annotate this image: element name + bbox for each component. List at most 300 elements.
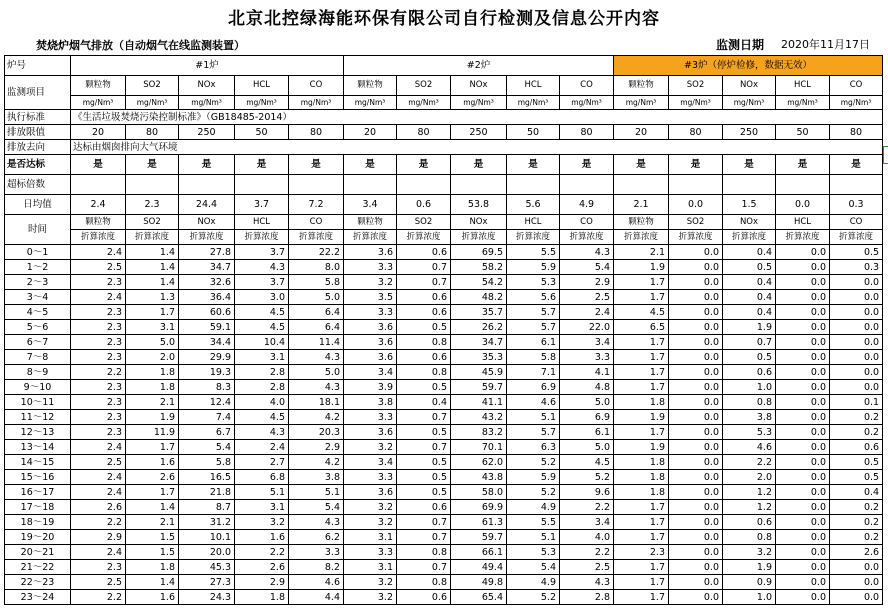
exceed-label: 超标倍数 <box>5 175 71 195</box>
exceed-row <box>5 175 883 195</box>
hour-value-cell: 0.7 <box>397 530 451 545</box>
hour-row <box>5 515 883 530</box>
hour-value-cell: 3.3 <box>344 470 397 485</box>
hour-value-cell: 0.0 <box>669 320 723 335</box>
hour-value-cell: 2.3 <box>71 320 126 335</box>
hour-value-cell: 0.0 <box>776 455 830 470</box>
hour-label: 14～15 <box>5 455 71 470</box>
hour-value-cell: 3.2 <box>235 515 289 530</box>
daily-avg-cell: 2.3 <box>126 195 179 215</box>
hour-value-cell: 0.0 <box>776 425 830 440</box>
hour-value-cell: 2.2 <box>71 515 126 530</box>
hour-value-cell: 5.8 <box>507 350 560 365</box>
unit-cell: mg/Nm³ <box>179 96 235 110</box>
hour-row <box>5 425 883 440</box>
unit-cell: mg/Nm³ <box>507 96 560 110</box>
conv-label-cell: 折算浓度 <box>723 230 776 245</box>
hour-value-cell: 2.2 <box>723 455 776 470</box>
conv-label-cell: 折算浓度 <box>776 230 830 245</box>
limit-cell: 50 <box>235 125 289 140</box>
hour-value-cell: 59.7 <box>451 380 507 395</box>
hour-value-cell: 1.7 <box>126 440 179 455</box>
hour-value-cell: 20.0 <box>179 545 235 560</box>
hour-value-cell: 2.4 <box>71 245 126 260</box>
item-header: HCL <box>507 76 560 96</box>
hour-label: 12～13 <box>5 425 71 440</box>
hour-value-cell: 2.3 <box>71 560 126 575</box>
unit-cell: mg/Nm³ <box>71 96 126 110</box>
hour-value-cell: 65.4 <box>451 590 507 605</box>
hour-value-cell: 2.3 <box>71 350 126 365</box>
hour-label: 19～20 <box>5 530 71 545</box>
hour-value-cell: 3.2 <box>344 575 397 590</box>
hour-value-cell: 5.4 <box>289 500 344 515</box>
destination-text: 达标由烟囱排向大气环境 <box>71 140 883 155</box>
hour-value-cell: 3.1 <box>235 350 289 365</box>
hour-value-cell: 3.9 <box>344 380 397 395</box>
hour-value-cell: 5.8 <box>179 455 235 470</box>
hour-value-cell: 3.7 <box>235 245 289 260</box>
hour-value-cell: 1.9 <box>723 320 776 335</box>
hour-value-cell: 6.7 <box>179 425 235 440</box>
hour-value-cell: 0.0 <box>669 380 723 395</box>
hour-value-cell: 41.1 <box>451 395 507 410</box>
hour-value-cell: 1.7 <box>614 425 669 440</box>
hour-label: 8～9 <box>5 365 71 380</box>
hour-value-cell: 1.7 <box>614 380 669 395</box>
hour-value-cell: 3.3 <box>289 545 344 560</box>
hour-value-cell: 0.0 <box>776 440 830 455</box>
hour-value-cell: 0.0 <box>776 320 830 335</box>
exceed-cell <box>507 175 560 195</box>
hour-value-cell: 0.5 <box>830 245 883 260</box>
hour-value-cell: 5.4 <box>507 560 560 575</box>
item-header: 颗粒物 <box>71 76 126 96</box>
hour-value-cell: 2.6 <box>71 500 126 515</box>
hour-value-cell: 5.2 <box>507 455 560 470</box>
hour-value-cell: 5.7 <box>507 425 560 440</box>
hour-value-cell: 1.7 <box>614 515 669 530</box>
hour-value-cell: 1.7 <box>614 530 669 545</box>
hour-value-cell: 2.4 <box>560 305 614 320</box>
hour-value-cell: 0.0 <box>669 545 723 560</box>
hour-value-cell: 59.1 <box>179 320 235 335</box>
hour-value-cell: 1.6 <box>126 455 179 470</box>
hour-value-cell: 5.3 <box>723 425 776 440</box>
hour-value-cell: 0.2 <box>830 500 883 515</box>
hour-value-cell: 0.0 <box>669 425 723 440</box>
hour-value-cell: 5.0 <box>289 365 344 380</box>
hour-value-cell: 3.6 <box>344 485 397 500</box>
conv-label-cell: 折算浓度 <box>560 230 614 245</box>
exceed-cell <box>71 175 126 195</box>
hour-value-cell: 2.9 <box>560 275 614 290</box>
compliant-cell: 是 <box>669 155 723 175</box>
hour-value-cell: 2.3 <box>71 275 126 290</box>
conv-label-cell: 折算浓度 <box>289 230 344 245</box>
hour-value-cell: 0.6 <box>397 500 451 515</box>
exceed-cell <box>669 175 723 195</box>
unit-cell: mg/Nm³ <box>235 96 289 110</box>
hour-label: 3～4 <box>5 290 71 305</box>
hour-value-cell: 0.4 <box>723 305 776 320</box>
daily-avg-cell: 1.5 <box>723 195 776 215</box>
conv-label-cell: 折算浓度 <box>71 230 126 245</box>
item-header: HCL <box>776 76 830 96</box>
daily-avg-cell: 53.8 <box>451 195 507 215</box>
hour-value-cell: 1.8 <box>614 455 669 470</box>
unit-cell: mg/Nm³ <box>344 96 397 110</box>
hour-value-cell: 1.7 <box>126 305 179 320</box>
standard-row <box>5 110 883 125</box>
furnace-2-header: #2炉 <box>344 56 614 76</box>
exceed-cell <box>614 175 669 195</box>
hour-value-cell: 0.0 <box>776 290 830 305</box>
hour-value-cell: 35.7 <box>451 305 507 320</box>
hour-value-cell: 3.3 <box>344 545 397 560</box>
hour-value-cell: 1.9 <box>614 440 669 455</box>
hour-value-cell: 0.8 <box>723 395 776 410</box>
hour-value-cell: 0.3 <box>830 260 883 275</box>
hour-value-cell: 11.4 <box>289 335 344 350</box>
hour-value-cell: 0.0 <box>669 245 723 260</box>
unit-cell: mg/Nm³ <box>451 96 507 110</box>
hour-value-cell: 18.1 <box>289 395 344 410</box>
hour-value-cell: 0.0 <box>776 305 830 320</box>
hour-value-cell: 4.9 <box>507 500 560 515</box>
date-value: 2020年11月17日 <box>781 38 870 51</box>
hour-value-cell: 0.6 <box>397 350 451 365</box>
hour-label: 23～24 <box>5 590 71 605</box>
hour-value-cell: 2.9 <box>289 440 344 455</box>
hour-row <box>5 440 883 455</box>
hour-value-cell: 0.4 <box>723 290 776 305</box>
furnace-1-header: #1炉 <box>71 56 344 76</box>
hour-label: 20～21 <box>5 545 71 560</box>
limit-cell: 20 <box>614 125 669 140</box>
hour-value-cell: 4.5 <box>560 455 614 470</box>
hour-value-cell: 0.0 <box>830 305 883 320</box>
hour-value-cell: 3.8 <box>344 395 397 410</box>
hour-value-cell: 1.7 <box>614 590 669 605</box>
hour-value-cell: 0.0 <box>669 275 723 290</box>
hour-value-cell: 3.0 <box>235 290 289 305</box>
compliant-cell: 是 <box>397 155 451 175</box>
hour-row <box>5 290 883 305</box>
hour-value-cell: 4.1 <box>560 365 614 380</box>
hour-value-cell: 5.3 <box>507 275 560 290</box>
item-header: SO2 <box>126 76 179 96</box>
hour-row <box>5 245 883 260</box>
exceed-cell <box>235 175 289 195</box>
hour-value-cell: 4.3 <box>560 575 614 590</box>
hour-value-cell: 1.7 <box>614 290 669 305</box>
conv-label-cell: 折算浓度 <box>507 230 560 245</box>
hour-value-cell: 1.4 <box>126 275 179 290</box>
hour-value-cell: 0.0 <box>669 575 723 590</box>
hour-value-cell: 4.5 <box>235 320 289 335</box>
hour-value-cell: 0.0 <box>830 590 883 605</box>
hour-value-cell: 0.2 <box>830 425 883 440</box>
hour-value-cell: 0.7 <box>723 335 776 350</box>
hour-value-cell: 2.5 <box>71 575 126 590</box>
hour-value-cell: 6.9 <box>507 380 560 395</box>
hour-value-cell: 0.6 <box>397 590 451 605</box>
compliant-cell: 是 <box>71 155 126 175</box>
compliant-cell: 是 <box>507 155 560 175</box>
hour-value-cell: 0.7 <box>397 410 451 425</box>
hour-value-cell: 1.0 <box>723 380 776 395</box>
furnace-row <box>5 56 883 76</box>
hour-value-cell: 1.8 <box>614 395 669 410</box>
hour-value-cell: 6.2 <box>289 530 344 545</box>
hour-value-cell: 34.7 <box>451 335 507 350</box>
hour-value-cell: 4.3 <box>235 425 289 440</box>
hour-value-cell: 0.0 <box>830 320 883 335</box>
hour-row <box>5 575 883 590</box>
hour-value-cell: 3.2 <box>344 500 397 515</box>
hour-row <box>5 380 883 395</box>
hour-value-cell: 58.0 <box>451 485 507 500</box>
unit-cell: mg/Nm³ <box>397 96 451 110</box>
time-item-header: NOx <box>451 215 507 230</box>
hour-value-cell: 2.0 <box>126 350 179 365</box>
hour-value-cell: 5.2 <box>507 590 560 605</box>
hour-value-cell: 4.2 <box>289 455 344 470</box>
compliant-cell: 是 <box>830 155 883 175</box>
hour-value-cell: 0.0 <box>669 530 723 545</box>
hour-value-cell: 3.3 <box>344 260 397 275</box>
hour-value-cell: 0.0 <box>669 590 723 605</box>
daily-avg-cell: 0.3 <box>830 195 883 215</box>
hour-value-cell: 0.0 <box>776 485 830 500</box>
hour-value-cell: 70.1 <box>451 440 507 455</box>
hour-value-cell: 0.6 <box>397 290 451 305</box>
hour-value-cell: 0.5 <box>830 470 883 485</box>
hour-row <box>5 275 883 290</box>
time-item-header: 颗粒物 <box>71 215 126 230</box>
hour-value-cell: 1.8 <box>614 470 669 485</box>
hour-value-cell: 5.0 <box>126 335 179 350</box>
hour-value-cell: 2.3 <box>71 380 126 395</box>
hour-value-cell: 0.0 <box>830 275 883 290</box>
hour-value-cell: 5.8 <box>289 275 344 290</box>
emissions-table <box>4 55 883 605</box>
hour-value-cell: 6.5 <box>614 320 669 335</box>
hour-value-cell: 0.0 <box>669 395 723 410</box>
hour-value-cell: 2.5 <box>71 260 126 275</box>
hour-value-cell: 1.6 <box>235 530 289 545</box>
hour-value-cell: 3.6 <box>344 245 397 260</box>
hour-label: 4～5 <box>5 305 71 320</box>
hour-value-cell: 3.5 <box>344 290 397 305</box>
hour-value-cell: 35.3 <box>451 350 507 365</box>
conv-label-cell: 折算浓度 <box>179 230 235 245</box>
hour-value-cell: 4.0 <box>560 530 614 545</box>
hour-value-cell: 3.7 <box>235 275 289 290</box>
hour-value-cell: 5.1 <box>507 410 560 425</box>
unit-row <box>5 96 883 110</box>
hour-value-cell: 2.5 <box>560 560 614 575</box>
hour-value-cell: 0.4 <box>397 395 451 410</box>
hour-value-cell: 0.7 <box>397 560 451 575</box>
limit-cell: 80 <box>560 125 614 140</box>
hour-row <box>5 365 883 380</box>
hour-value-cell: 3.1 <box>126 320 179 335</box>
hour-value-cell: 24.3 <box>179 590 235 605</box>
unit-cell: mg/Nm³ <box>126 96 179 110</box>
hour-value-cell: 58.2 <box>451 260 507 275</box>
hour-value-cell: 4.0 <box>235 395 289 410</box>
hour-value-cell: 32.6 <box>179 275 235 290</box>
hour-value-cell: 16.5 <box>179 470 235 485</box>
compliant-cell: 是 <box>614 155 669 175</box>
hour-value-cell: 2.4 <box>71 485 126 500</box>
hour-value-cell: 4.5 <box>235 305 289 320</box>
hour-label: 22～23 <box>5 575 71 590</box>
hour-value-cell: 0.0 <box>776 275 830 290</box>
hour-value-cell: 0.7 <box>397 275 451 290</box>
exceed-cell <box>776 175 830 195</box>
daily-avg-cell: 3.4 <box>344 195 397 215</box>
hour-row <box>5 500 883 515</box>
hour-value-cell: 0.0 <box>776 515 830 530</box>
hour-value-cell: 7.4 <box>179 410 235 425</box>
hour-value-cell: 1.9 <box>126 410 179 425</box>
hour-value-cell: 0.0 <box>669 470 723 485</box>
hour-value-cell: 1.3 <box>126 290 179 305</box>
hour-label: 5～6 <box>5 320 71 335</box>
hour-value-cell: 4.3 <box>560 245 614 260</box>
hour-value-cell: 3.4 <box>344 365 397 380</box>
hour-value-cell: 1.7 <box>614 500 669 515</box>
hour-value-cell: 27.8 <box>179 245 235 260</box>
hour-value-cell: 2.5 <box>71 455 126 470</box>
hour-value-cell: 2.1 <box>126 395 179 410</box>
limit-cell: 20 <box>71 125 126 140</box>
table-subtitle: 焚烧炉烟气排放（自动烟气在线监测装置） <box>36 39 245 52</box>
unit-cell: mg/Nm³ <box>289 96 344 110</box>
exceed-cell <box>289 175 344 195</box>
hour-value-cell: 0.6 <box>830 440 883 455</box>
hour-label: 1～2 <box>5 260 71 275</box>
hour-label: 17～18 <box>5 500 71 515</box>
hour-row <box>5 470 883 485</box>
hour-value-cell: 1.7 <box>614 350 669 365</box>
hour-value-cell: 0.5 <box>723 260 776 275</box>
hour-value-cell: 1.8 <box>126 560 179 575</box>
hour-value-cell: 49.4 <box>451 560 507 575</box>
hour-value-cell: 0.0 <box>776 500 830 515</box>
hour-value-cell: 3.6 <box>344 425 397 440</box>
hour-value-cell: 2.1 <box>614 245 669 260</box>
unit-cell: mg/Nm³ <box>614 96 669 110</box>
hour-value-cell: 3.4 <box>344 455 397 470</box>
unit-cell: mg/Nm³ <box>830 96 883 110</box>
hour-value-cell: 1.7 <box>614 560 669 575</box>
hour-value-cell: 6.1 <box>560 425 614 440</box>
hour-value-cell: 0.0 <box>776 335 830 350</box>
standard-label: 执行标准 <box>5 110 71 125</box>
item-header: CO <box>560 76 614 96</box>
time-item-header: 颗粒物 <box>614 215 669 230</box>
exceed-cell <box>830 175 883 195</box>
compliant-cell: 是 <box>179 155 235 175</box>
hour-value-cell: 0.8 <box>723 530 776 545</box>
conv-label-cell: 折算浓度 <box>126 230 179 245</box>
limit-cell: 50 <box>507 125 560 140</box>
daily-avg-cell: 0.0 <box>669 195 723 215</box>
compliant-cell: 是 <box>126 155 179 175</box>
hour-value-cell: 59.7 <box>451 530 507 545</box>
hour-value-cell: 0.1 <box>830 395 883 410</box>
hour-value-cell: 4.3 <box>235 260 289 275</box>
hour-value-cell: 5.1 <box>235 485 289 500</box>
hour-row <box>5 320 883 335</box>
cell-cursor-marker <box>883 146 888 164</box>
hour-value-cell: 11.9 <box>126 425 179 440</box>
hour-value-cell: 2.8 <box>235 380 289 395</box>
unit-cell: mg/Nm³ <box>776 96 830 110</box>
hour-value-cell: 3.8 <box>289 470 344 485</box>
hour-value-cell: 3.2 <box>344 275 397 290</box>
hour-value-cell: 2.5 <box>560 290 614 305</box>
hour-value-cell: 3.3 <box>344 305 397 320</box>
hour-row <box>5 305 883 320</box>
hour-value-cell: 36.4 <box>179 290 235 305</box>
hour-label: 10～11 <box>5 395 71 410</box>
time-label: 时间 <box>5 215 71 245</box>
hour-value-cell: 5.1 <box>289 485 344 500</box>
hour-value-cell: 4.6 <box>507 395 560 410</box>
time-item-header: HCL <box>776 215 830 230</box>
hour-value-cell: 48.2 <box>451 290 507 305</box>
hour-value-cell: 0.9 <box>723 575 776 590</box>
daily-avg-cell: 4.9 <box>560 195 614 215</box>
daily-avg-cell: 5.6 <box>507 195 560 215</box>
hour-value-cell: 4.3 <box>289 380 344 395</box>
hour-value-cell: 4.6 <box>289 575 344 590</box>
hour-value-cell: 4.3 <box>289 350 344 365</box>
exceed-cell <box>451 175 507 195</box>
hour-value-cell: 8.0 <box>289 260 344 275</box>
hour-row <box>5 590 883 605</box>
hour-value-cell: 2.8 <box>235 365 289 380</box>
item-header: NOx <box>451 76 507 96</box>
item-header: HCL <box>235 76 289 96</box>
hour-value-cell: 0.5 <box>397 425 451 440</box>
item-header: NOx <box>723 76 776 96</box>
hour-value-cell: 0.6 <box>397 245 451 260</box>
limit-cell: 250 <box>451 125 507 140</box>
time-item-header: 颗粒物 <box>344 215 397 230</box>
hour-value-cell: 5.0 <box>560 440 614 455</box>
hour-value-cell: 0.5 <box>397 455 451 470</box>
hour-value-cell: 3.4 <box>560 515 614 530</box>
hour-value-cell: 0.8 <box>397 335 451 350</box>
time-item-header: SO2 <box>397 215 451 230</box>
conv-label-cell: 折算浓度 <box>451 230 507 245</box>
hour-value-cell: 3.6 <box>344 335 397 350</box>
subtitle-row <box>0 35 888 53</box>
hour-value-cell: 2.3 <box>614 545 669 560</box>
hour-value-cell: 2.3 <box>71 335 126 350</box>
limit-cell: 20 <box>344 125 397 140</box>
hour-value-cell: 0.0 <box>830 290 883 305</box>
compliant-cell: 是 <box>344 155 397 175</box>
daily-avg-cell: 2.1 <box>614 195 669 215</box>
hour-value-cell: 0.2 <box>830 410 883 425</box>
